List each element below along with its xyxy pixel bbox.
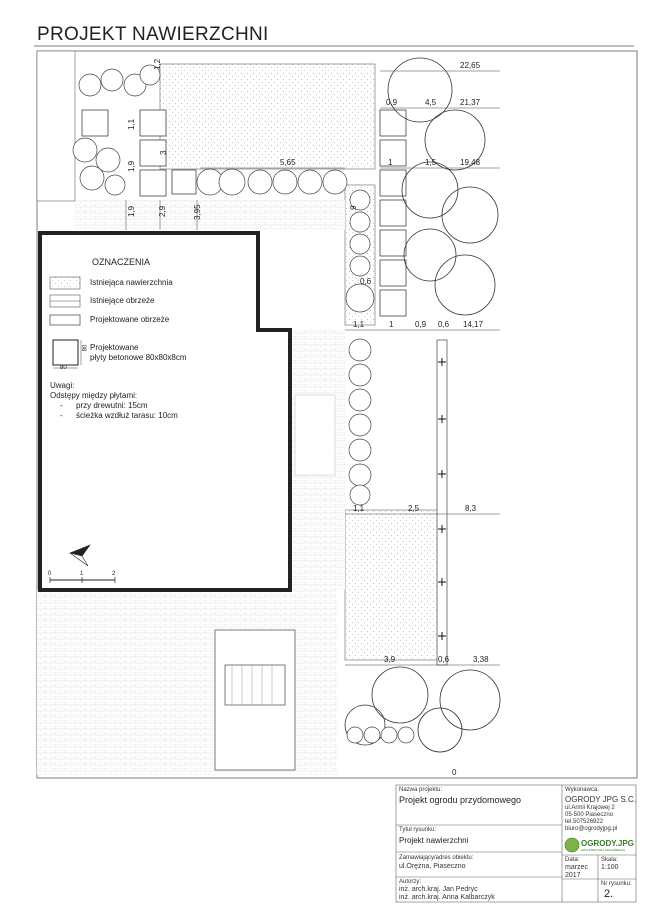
dim-0-6a: 0,6 <box>360 277 372 286</box>
tb-contractor-phone: tel.507526922 <box>565 819 604 825</box>
dim-0: 0 <box>452 768 457 777</box>
legend-planned-edge: Projektowane obrzeże <box>90 315 170 324</box>
tb-date-label: Data: <box>565 857 580 863</box>
tb-author-1: inż. arch.kraj. Jan Pedryc <box>399 886 478 893</box>
legend-existing-surface: Istniejąca nawierzchnia <box>90 278 173 287</box>
existing-surface-lower <box>345 510 440 660</box>
scale-tick-2: 2 <box>112 571 116 577</box>
dim-21-37: 21,37 <box>460 98 481 107</box>
house-wall <box>37 51 75 201</box>
dim-4-5: 4,5 <box>425 98 437 107</box>
tb-date-value: marzec 2017 <box>565 864 588 879</box>
dim-3: 3 <box>159 150 168 155</box>
tb-scale-value: 1:100 <box>601 864 619 871</box>
dim-14-17: 14,17 <box>463 320 484 329</box>
dim-5-65: 5,65 <box>280 158 296 167</box>
dim-1b: 1 <box>389 320 394 329</box>
tb-scale-label: Skala: <box>601 857 618 863</box>
bench <box>225 665 285 705</box>
tb-contractor-label: Wykonawca: <box>565 787 599 793</box>
tb-project-value: Projekt ogrodu przydomowego <box>399 795 522 805</box>
dim-3-9: 3,9 <box>384 655 396 664</box>
notes-line-2: przy drewutni: 15cm <box>76 401 148 410</box>
terrace-step <box>295 395 335 475</box>
dim-0-6b: 0,6 <box>438 320 450 329</box>
legend-swatch-planned-edge <box>50 315 80 325</box>
dim-22-65: 22,65 <box>460 61 481 70</box>
scale-tick-0: 0 <box>48 571 52 577</box>
notes-bullet-1: - <box>60 401 63 410</box>
dim-2-5: 2,5 <box>408 504 420 513</box>
dim-1-1c: 1,1 <box>353 504 365 513</box>
dim-9: 9 <box>349 205 358 210</box>
dim-19-48: 19,48 <box>460 158 481 167</box>
tb-logo-sub: ARCHITEKTURA KRAJOBRAZU <box>581 848 626 852</box>
tb-sheet-label: Nr rysunku: <box>601 881 632 887</box>
tb-drawing-value: Projekt nawierzchni <box>399 836 469 845</box>
dim-8-3: 8,3 <box>465 504 477 513</box>
legend-planned-slab: Projektowane <box>90 343 139 352</box>
tb-author-2: inż. arch.kraj. Anna Kalbarczyk <box>399 894 495 901</box>
legend-slab-size-v: 80 <box>82 344 89 352</box>
dim-1-5: 1,5 <box>425 158 437 167</box>
notes-bullet-2: - <box>60 411 63 420</box>
page-title: PROJEKT NAWIERZCHNI <box>37 24 269 45</box>
tb-drawing-label: Tytuł rysunku: <box>399 827 437 833</box>
border-strip-right <box>437 340 447 665</box>
legend-existing-edge: Istniejące obrzeże <box>90 296 155 305</box>
hedge-middle <box>197 169 347 195</box>
legend-swatch-slab <box>53 340 78 365</box>
dim-1-9a: 1,9 <box>127 160 136 172</box>
dim-0-9a: 0,9 <box>386 98 398 107</box>
tb-contractor-address: ul.Armii Krajowej 2 <box>565 805 615 811</box>
legend-heading: OZNACZENIA <box>92 257 151 267</box>
legend-swatch-existing-edge <box>50 295 80 307</box>
dim-1-1b: 1,1 <box>353 320 365 329</box>
dim-1-2: 1,2 <box>153 58 162 70</box>
legend-swatch-existing-surface <box>50 277 80 289</box>
dim-0-9b: 0,9 <box>415 320 427 329</box>
tb-contractor-email: biuro@ogrodyjpg.pl <box>565 826 618 832</box>
tb-client-value: ul.Orężna, Piaseczno <box>399 863 466 870</box>
paving-top-strip <box>75 200 345 230</box>
tb-sheet-value: 2. <box>604 888 614 900</box>
dim-3-38: 3,38 <box>473 655 489 664</box>
dim-3-95: 3,95 <box>193 204 202 220</box>
dim-1-1a: 1,1 <box>127 118 136 130</box>
tb-logo-text: OGRODY.JPG <box>581 839 634 848</box>
dim-1a: 1 <box>388 158 393 167</box>
tb-contractor-name: OGRODY JPG S.C. <box>565 795 636 804</box>
scale-tick-1: 1 <box>80 571 84 577</box>
concrete-slabs-right <box>380 110 406 316</box>
notes-line-1: Odstępy między płytami: <box>50 391 138 400</box>
dim-0-6c: 0,6 <box>438 655 450 664</box>
legend-planned-slab-spec: płyty betonowe 80x80x8cm <box>90 353 187 362</box>
tb-contractor-city: 05-500 Piaseczno <box>565 812 614 818</box>
notes-line-3: ścieżka wzdłuż tarasu: 10cm <box>76 411 178 420</box>
tb-client-label: Zamawiający/adres obiektu: <box>399 855 474 861</box>
existing-surface-top <box>160 64 375 169</box>
notes-heading: Uwagi: <box>50 381 75 390</box>
legend-slab-size-h: 80 <box>60 365 67 371</box>
tb-authors-label: Autorzy: <box>399 879 422 885</box>
tb-project-label: Nazwa projektu: <box>399 787 443 793</box>
dim-2-9: 2,9 <box>158 205 167 217</box>
dim-1-9b: 1,9 <box>127 205 136 217</box>
logo-icon <box>565 838 579 852</box>
